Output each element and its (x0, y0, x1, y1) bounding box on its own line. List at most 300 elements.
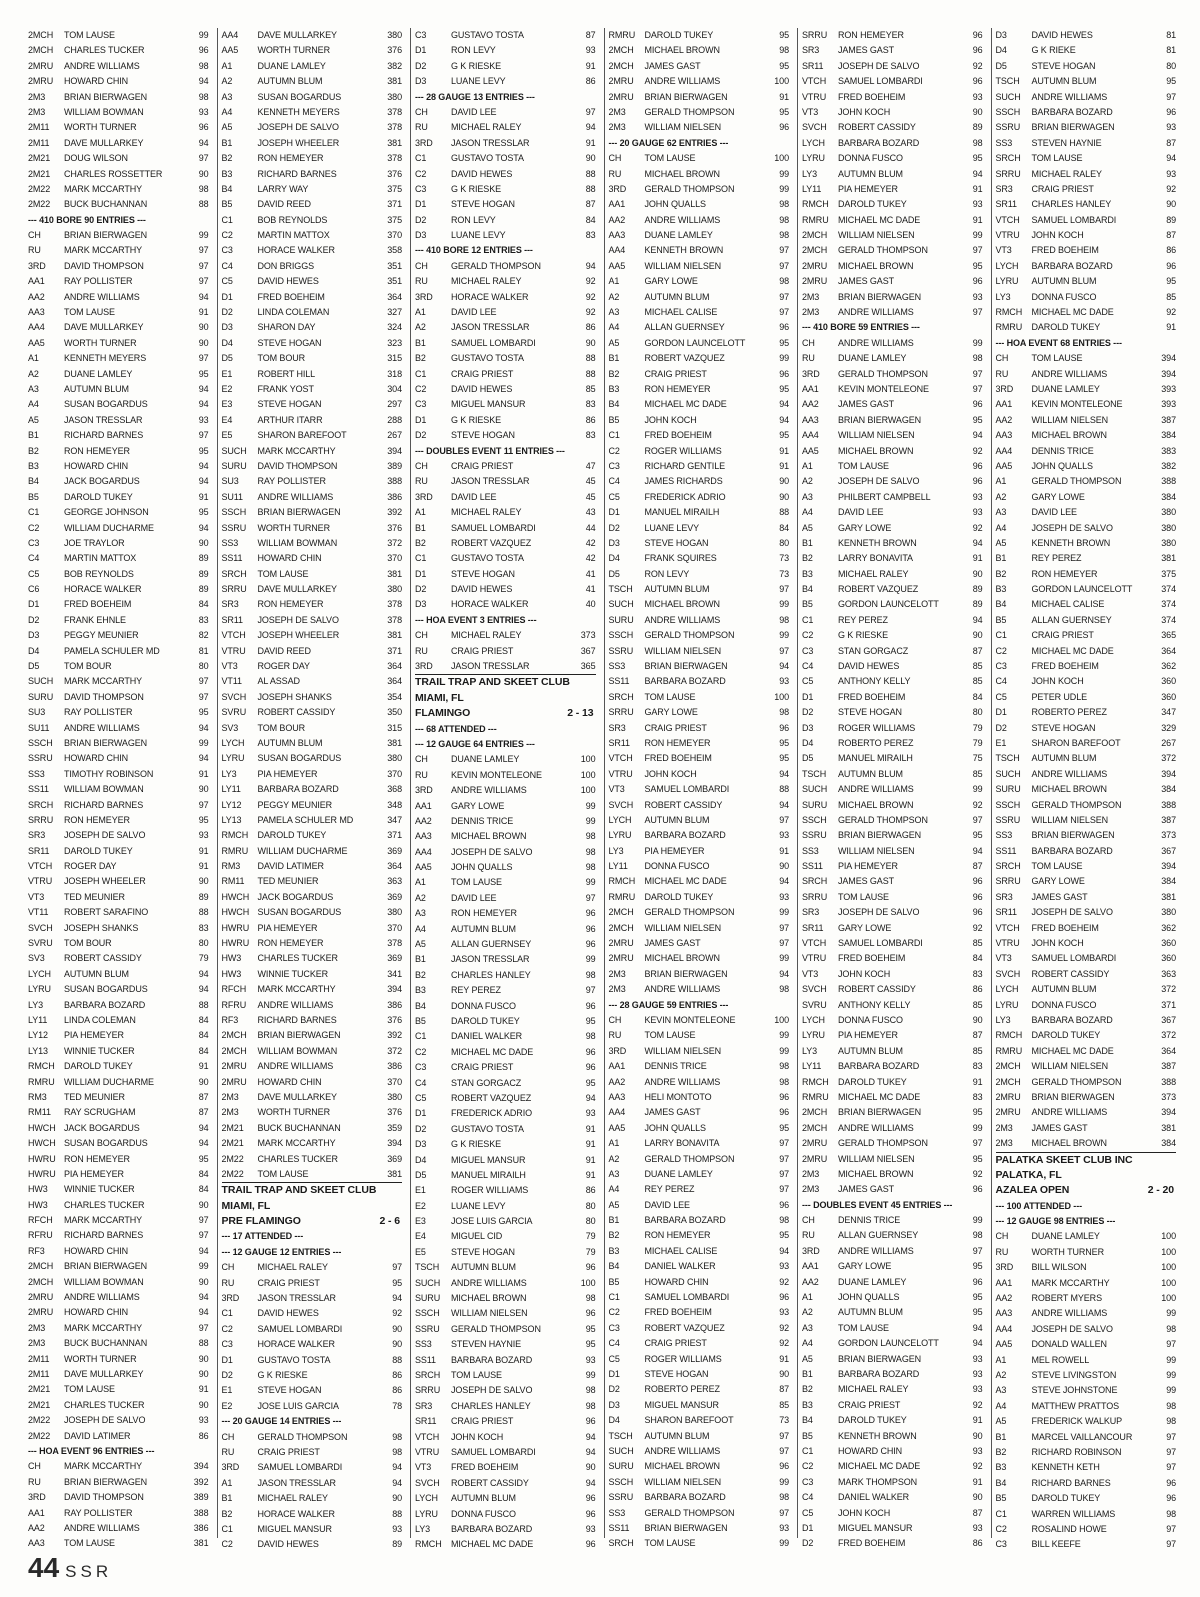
shooter-name: ROGER DAY (64, 861, 117, 872)
class-code: 2M3 (28, 1338, 46, 1349)
score: 99 (779, 907, 789, 918)
score: 86 (198, 1430, 209, 1441)
result-row (28, 674, 209, 689)
class-code: RMRU (221, 845, 249, 856)
class-code: 3RD (28, 1492, 46, 1503)
result-row (609, 1213, 790, 1228)
shooter-name: DAROLD TUKEY (1031, 322, 1101, 333)
result-row (222, 690, 403, 705)
result-row (996, 197, 1177, 212)
result-row (28, 967, 209, 982)
event-header-text: --- DOUBLES EVENT 45 ENTRIES --- (802, 1199, 953, 1210)
class-code: CH (415, 460, 428, 471)
class-code: D2 (415, 60, 427, 71)
shoot-name: AZALEA OPEN (995, 1184, 1070, 1197)
class-code: 2M21 (221, 1122, 244, 1133)
result-row (415, 1153, 596, 1168)
score: 97 (1166, 1431, 1176, 1442)
shooter-name: GORDON LAUNCELOTT (838, 599, 939, 610)
class-code: SSRU (608, 1492, 634, 1503)
shooter-name: DAVE MULLARKEY (257, 30, 337, 40)
class-code: B2 (221, 1508, 233, 1519)
result-row (28, 1352, 209, 1367)
result-row (802, 43, 983, 58)
class-code: D5 (28, 661, 40, 672)
shooter-name: JASON TRESSLAR (451, 661, 530, 672)
shooter-name: MICHAEL MC DADE (1031, 645, 1114, 656)
shooter-name: MICHAEL MC DADE (838, 1461, 921, 1472)
shooter-name: MARK MCCARTHY (64, 676, 143, 687)
class-code: A2 (415, 892, 426, 903)
score: 86 (585, 1185, 596, 1196)
class-code: SR3 (415, 1400, 433, 1411)
shooter-name: GUSTAVO TOSTA (451, 353, 524, 364)
score: 86 (585, 322, 596, 333)
class-code: VTRU (221, 645, 246, 656)
shooter-name: SAMUEL LOMBARDI (1031, 214, 1117, 225)
score: 94 (972, 537, 983, 548)
result-row (415, 336, 596, 351)
class-code: VT3 (802, 106, 819, 117)
event-header (222, 1414, 403, 1429)
shooter-name: AUTUMN BLUM (644, 584, 710, 595)
shooter-name: AUTUMN BLUM (1031, 276, 1097, 287)
score: 97 (972, 245, 983, 256)
shooter-name: STEVE HOGAN (644, 1368, 709, 1379)
shooter-name: SAMUEL LOMBARDI (257, 1323, 343, 1334)
shooter-name: GERALD THOMPSON (838, 1138, 928, 1149)
shooter-name: CHARLES TUCKER (64, 1199, 145, 1210)
result-row (802, 490, 983, 505)
score: 386 (387, 1061, 402, 1072)
score: 88 (585, 168, 596, 179)
class-code: SUCH (802, 784, 828, 795)
shooter-name: HORACE WALKER (64, 584, 142, 595)
class-code: SV3 (28, 953, 45, 964)
score: 85 (972, 999, 983, 1010)
result-row (415, 151, 596, 166)
class-code: D1 (608, 507, 620, 518)
result-row (609, 982, 790, 997)
shooter-name: TOM BOUR (257, 353, 306, 364)
class-code: 3RD (415, 291, 433, 302)
class-code: LYRU (995, 276, 1019, 287)
result-row (415, 459, 596, 474)
class-code: SSCH (995, 106, 1021, 117)
score: 93 (779, 830, 789, 841)
score: 87 (972, 645, 983, 656)
score: 83 (198, 922, 209, 933)
class-code: LYCH (28, 968, 51, 979)
score: 87 (972, 1507, 983, 1518)
score: 99 (779, 953, 789, 964)
result-row (222, 536, 403, 551)
class-code: D5 (608, 568, 620, 579)
result-row (609, 120, 790, 135)
score: 297 (387, 399, 402, 410)
shooter-name: GERALD THOMPSON (644, 1153, 735, 1164)
score: 94 (198, 753, 209, 764)
result-row (609, 413, 790, 428)
result-row (609, 951, 790, 966)
class-code: SS3 (608, 1507, 626, 1518)
score: 360 (1161, 938, 1176, 949)
class-code: LY3 (995, 291, 1011, 302)
class-code: SR11 (608, 737, 630, 748)
shooter-name: GERALD THOMPSON (838, 368, 928, 379)
result-row (415, 43, 596, 58)
class-code: A1 (802, 460, 813, 471)
result-row (28, 1521, 209, 1536)
score: 90 (198, 322, 209, 333)
result-row (415, 320, 596, 335)
score: 97 (972, 1138, 983, 1149)
class-code: 3RD (415, 137, 433, 148)
class-code: 2MCH (608, 45, 634, 56)
score: 392 (387, 1030, 402, 1041)
score: 99 (585, 815, 596, 826)
score: 93 (585, 1523, 596, 1534)
class-code: CH (415, 260, 428, 271)
shooter-name: BUCK BUCHANNAN (257, 1122, 341, 1133)
result-row (28, 890, 209, 905)
shooter-name: HOWARD CHIN (644, 1276, 709, 1287)
shooter-name: BRIAN BIERWAGEN (64, 1261, 148, 1272)
shooter-name: STEVE HOGAN (257, 1385, 322, 1396)
result-row (222, 1460, 403, 1475)
shooter-name: WILLIAM NIELSEN (838, 430, 915, 441)
shooter-name: KENNETH BROWN (838, 1430, 917, 1441)
shooter-name: JOHN KOCH (838, 1507, 891, 1518)
score: 99 (198, 30, 209, 40)
score: 84 (198, 1045, 209, 1056)
shooter-name: DUANE LAMLEY (64, 368, 133, 379)
class-code: E3 (221, 399, 233, 410)
score: 92 (779, 1322, 789, 1333)
shooter-name: BARBARA BOZARD (838, 137, 920, 148)
result-row (609, 1028, 790, 1043)
result-row (415, 1414, 596, 1429)
shooter-name: MICHAEL RALEY (451, 122, 522, 133)
class-code: SVCH (995, 968, 1021, 979)
class-code: D3 (608, 1399, 620, 1410)
result-row (222, 767, 403, 782)
result-row (609, 613, 790, 628)
score: 80 (779, 537, 789, 548)
class-code: CH (995, 1231, 1009, 1242)
class-code: SRRU (28, 814, 54, 825)
result-row (609, 1090, 790, 1105)
class-code: C1 (28, 507, 40, 518)
class-code: D4 (802, 737, 814, 748)
results-column (797, 28, 983, 1549)
result-row (28, 659, 209, 674)
class-code: SRRU (802, 891, 828, 902)
score: 387 (1161, 414, 1176, 425)
class-code: D2 (608, 1384, 620, 1395)
shooter-name: HOWARD CHIN (64, 460, 129, 471)
class-code: D1 (221, 1354, 233, 1365)
class-code: RU (415, 276, 428, 287)
result-row (609, 690, 790, 705)
result-row (415, 1137, 596, 1152)
result-row (222, 628, 403, 643)
score: 45 (585, 491, 596, 502)
score: 96 (972, 460, 983, 471)
shoot-date: 2 - 6 (379, 1215, 400, 1228)
shooter-name: WORTH TURNER (1031, 1246, 1104, 1257)
shooter-name: BRIAN BIERWAGEN (838, 1353, 922, 1364)
score: 94 (585, 260, 596, 271)
class-code: AA3 (28, 1538, 45, 1549)
class-code: SRRU (415, 1385, 441, 1396)
shooter-name: JOSEPH DE SALVO (64, 830, 146, 841)
class-code: SU11 (221, 491, 243, 502)
shooter-name: MARK MCCARTHY (64, 1215, 143, 1226)
score: 267 (387, 430, 402, 441)
score: 375 (1161, 568, 1176, 579)
shooter-name: MICHAEL MC DADE (451, 1046, 534, 1057)
result-row (996, 644, 1177, 659)
result-row (415, 1014, 596, 1029)
result-row (802, 1167, 983, 1182)
shooter-name: CHARLES HANLEY (1031, 199, 1112, 210)
result-row (996, 1121, 1177, 1136)
shooter-name: RICHARD BARNES (257, 168, 337, 179)
result-row (802, 1275, 983, 1290)
result-row (609, 1475, 790, 1490)
shooter-name: PIA HEMEYER (257, 768, 318, 779)
class-code: SRRU (802, 30, 828, 40)
score: 97 (779, 307, 789, 318)
shooter-name: MEL ROWELL (1031, 1354, 1090, 1365)
score: 98 (779, 45, 789, 56)
results-column (410, 28, 596, 1550)
result-row (28, 167, 209, 182)
shooter-name: BRIAN BIERWAGEN (64, 91, 148, 102)
shooter-name: GERALD THOMPSON (644, 630, 735, 641)
shooter-name: MANUEL MIRAILH (644, 507, 720, 518)
class-code: B1 (415, 522, 426, 533)
result-row (415, 768, 596, 783)
score: 380 (1161, 537, 1176, 548)
shooter-name: FREDERICK ADRIO (451, 1108, 533, 1119)
result-row (996, 274, 1177, 289)
shooter-name: AUTUMN BLUM (838, 768, 903, 779)
result-row (415, 1045, 596, 1060)
shooter-name: GARY LOWE (644, 707, 698, 718)
score: 96 (779, 1461, 789, 1472)
shooter-name: ANDRE WILLIAMS (64, 60, 140, 71)
shooter-name: ROBERT VAZQUEZ (451, 537, 532, 548)
score: 94 (779, 876, 789, 887)
result-row (222, 1260, 403, 1275)
score: 323 (387, 337, 402, 348)
score: 99 (972, 337, 983, 348)
class-code: RMCH (802, 199, 829, 210)
score: 376 (387, 168, 402, 179)
shooter-name: WINNIE TUCKER (257, 968, 329, 979)
class-code: A3 (415, 908, 426, 919)
class-code: LY13 (28, 1045, 48, 1056)
class-code: A1 (995, 476, 1007, 487)
shooter-name: DANIEL WALKER (644, 1261, 716, 1272)
score: 79 (585, 1246, 596, 1257)
shooter-name: BRIAN BIERWAGEN (257, 1030, 341, 1041)
shooter-name: STEVEN HAYNIE (451, 1339, 522, 1350)
class-code: 2M21 (28, 1399, 51, 1410)
score: 381 (387, 1168, 402, 1179)
score: 95 (779, 1122, 789, 1133)
shooter-name: AUTUMN BLUM (838, 1045, 903, 1056)
score: 347 (1161, 707, 1176, 718)
result-row (996, 413, 1177, 428)
shooter-name: AUTUMN BLUM (451, 1493, 516, 1504)
class-code: D2 (415, 584, 427, 595)
class-code: AA5 (608, 1122, 626, 1133)
class-code: 2M3 (995, 1138, 1013, 1149)
class-code: 2M21 (28, 168, 51, 179)
score: 386 (387, 999, 402, 1010)
shooter-name: ROGER WILLIAMS (451, 1185, 529, 1196)
shooter-name: CRAIG PRIEST (1031, 630, 1094, 641)
shooter-name: ANDRE WILLIAMS (1031, 1107, 1108, 1118)
class-code: RMRU (28, 1076, 55, 1087)
class-code: SS3 (608, 661, 626, 672)
score: 94 (972, 614, 983, 625)
result-row (802, 890, 983, 905)
result-row (996, 1245, 1177, 1260)
class-code: A4 (802, 1338, 813, 1349)
shooter-name: BRIAN BIERWAGEN (838, 414, 922, 425)
class-code: VTCH (221, 630, 246, 641)
shooter-name: FRED BOEHEIM (838, 691, 906, 702)
result-row (802, 413, 983, 428)
shooter-name: DAROLD TUKEY (1031, 1030, 1101, 1041)
result-row (222, 736, 403, 751)
score: 98 (972, 1230, 983, 1241)
class-code: RMCH (415, 1539, 442, 1550)
class-code: A2 (608, 1153, 620, 1164)
result-row (802, 351, 983, 366)
shooter-name: WORTH TURNER (257, 1107, 330, 1118)
score: 95 (779, 383, 789, 394)
result-row (996, 1090, 1177, 1105)
shooter-name: TOM LAUSE (838, 891, 889, 902)
result-row (222, 151, 403, 166)
result-row (28, 1275, 209, 1290)
shooter-name: HORACE WALKER (257, 1508, 335, 1519)
shooter-name: MIGUEL MANSUR (838, 1522, 913, 1533)
shooter-name: BARBARA BOZARD (838, 1368, 920, 1379)
result-row (996, 597, 1177, 612)
result-row (609, 1459, 790, 1474)
result-row (609, 567, 790, 582)
result-row (802, 644, 983, 659)
event-header (28, 1444, 209, 1459)
shooter-name: DENNIS TRICE (838, 1215, 901, 1226)
shoot-date: 2 - 13 (567, 707, 594, 720)
class-code: SUCH (415, 1277, 441, 1288)
shooter-name: JOSEPH WHEELER (257, 137, 340, 148)
class-code: SSRU (608, 645, 634, 656)
score: 96 (1166, 260, 1176, 271)
shooter-name: AUTUMN BLUM (1031, 76, 1097, 87)
score: 96 (779, 1091, 789, 1102)
score: 96 (585, 1062, 596, 1073)
shooter-name: JOHN KOCH (1031, 676, 1084, 687)
result-row (28, 1398, 209, 1413)
result-row (28, 59, 209, 74)
result-row (802, 59, 983, 74)
score: 99 (585, 1369, 596, 1380)
score: 85 (972, 938, 983, 949)
shooter-name: JOSEPH DE SALVO (257, 122, 339, 133)
shooter-name: ROBERT MYERS (1031, 1293, 1102, 1304)
shooter-name: RICHARD BARNES (64, 799, 144, 810)
result-row (28, 536, 209, 551)
score: 381 (387, 630, 402, 641)
result-row (609, 474, 790, 489)
result-row (996, 1229, 1177, 1244)
class-code: LYCH (802, 1015, 825, 1025)
result-row (222, 705, 403, 720)
result-row (802, 1105, 983, 1120)
score: 97 (1166, 1339, 1176, 1350)
score: 374 (1161, 584, 1176, 595)
class-code: LY11 (221, 784, 241, 795)
score: 95 (972, 260, 983, 271)
class-code: 2M11 (28, 1368, 50, 1379)
result-row (609, 1259, 790, 1274)
shooter-name: TOM LAUSE (644, 153, 696, 164)
shooter-name: PIA HEMEYER (644, 845, 705, 856)
score: 91 (585, 1169, 596, 1180)
class-code: A3 (802, 491, 813, 502)
shooter-name: DENNIS TRICE (644, 1061, 707, 1072)
shooter-name: MICHAEL MC DADE (1031, 307, 1114, 318)
score: 97 (585, 892, 596, 903)
shooter-name: HOWARD CHIN (64, 753, 129, 764)
shooter-name: STEVE HOGAN (451, 430, 515, 441)
class-code: C1 (995, 630, 1007, 641)
result-row (28, 1136, 209, 1151)
class-code: C3 (415, 183, 427, 194)
result-row (415, 1353, 596, 1368)
score: 380 (387, 753, 402, 764)
shooter-name: BARBARA BOZARD (257, 784, 339, 795)
class-code: RM11 (221, 876, 245, 887)
class-code: B3 (802, 568, 813, 579)
shooter-name: DUANE LAMLEY (257, 60, 326, 71)
result-row (802, 551, 983, 566)
score: 95 (585, 1077, 596, 1088)
score: 97 (1166, 1523, 1176, 1534)
result-row (415, 490, 596, 505)
score: 97 (972, 1245, 983, 1256)
score: 97 (198, 153, 209, 164)
class-code: SSRU (995, 122, 1021, 133)
shooter-name: FRED BOEHEIM (838, 91, 906, 102)
score: 367 (1161, 1015, 1176, 1025)
shooter-name: RON LEVY (451, 214, 496, 225)
score: 87 (585, 30, 596, 40)
result-row (802, 874, 983, 889)
score: 91 (198, 768, 209, 779)
class-code: SS11 (28, 784, 49, 795)
shooter-name: WILLIAM NIELSEN (644, 260, 722, 271)
shooter-name: TOM BOUR (257, 722, 306, 733)
